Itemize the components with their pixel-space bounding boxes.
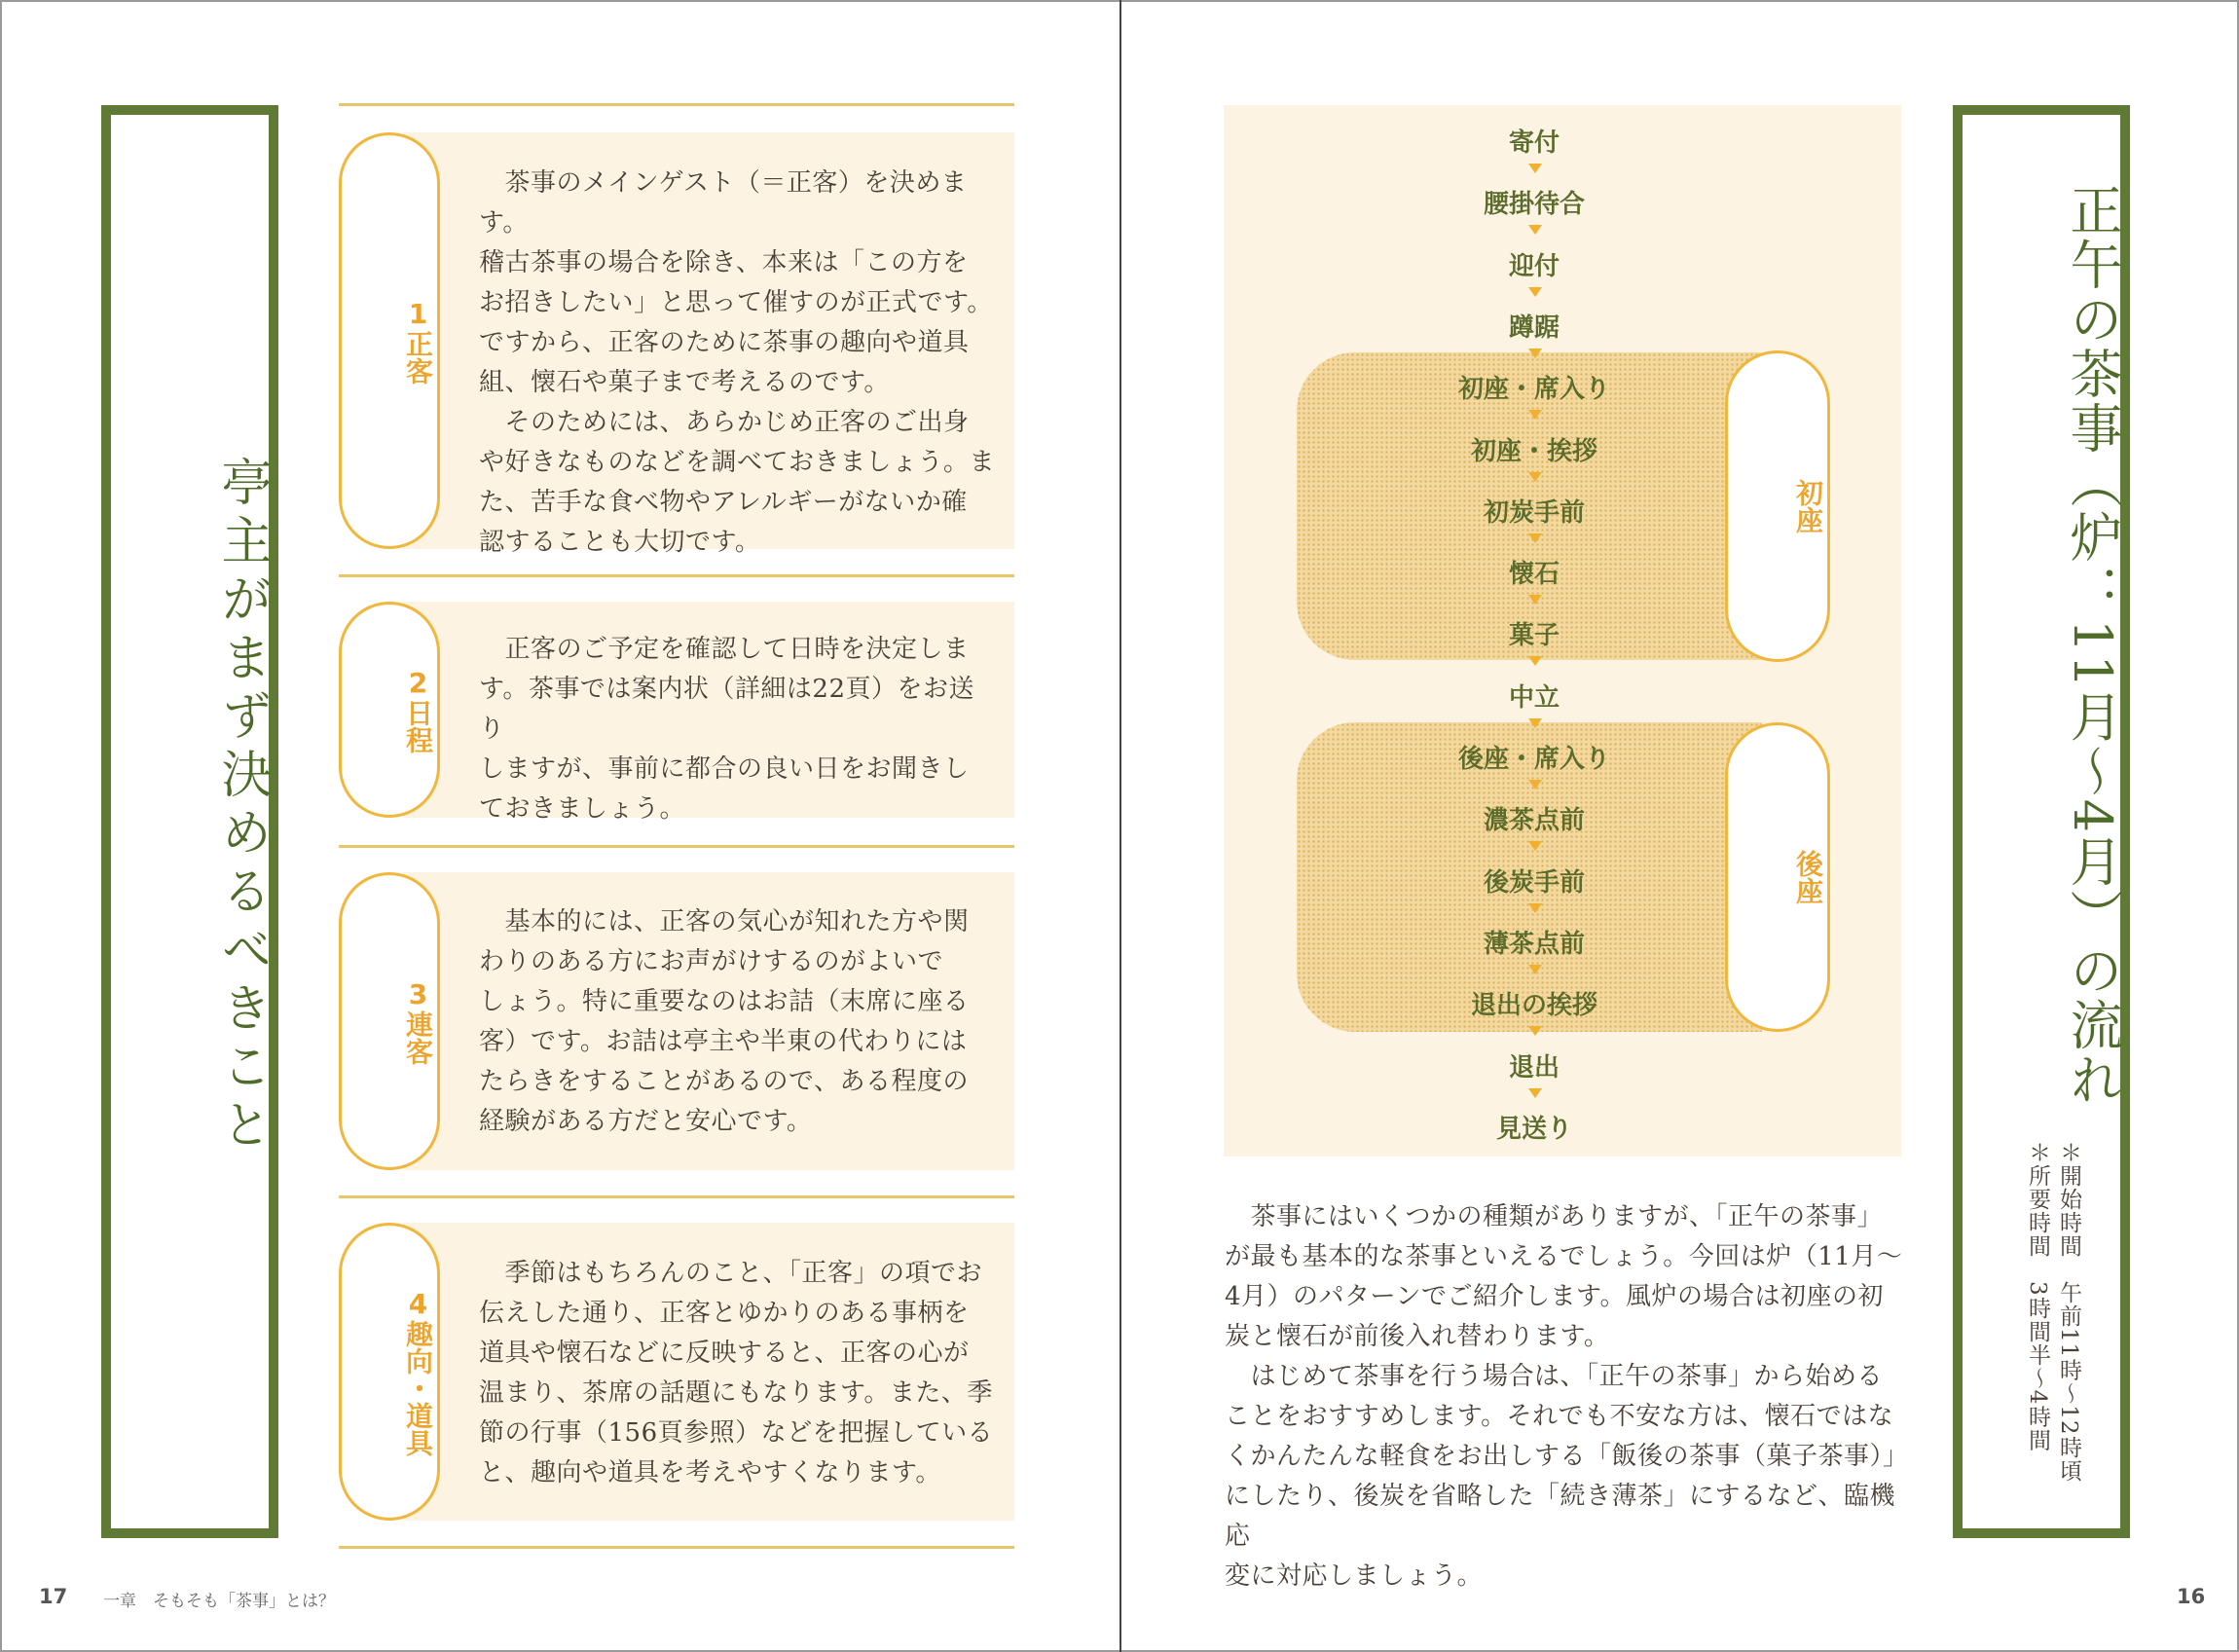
- flow-arrow: [1528, 287, 1542, 297]
- goza-label: 後座: [1792, 850, 1824, 904]
- flow-step: 迎付: [1508, 251, 1560, 281]
- topic-3-pill: [339, 872, 440, 1170]
- rule-line: [339, 574, 1014, 577]
- flow-step: 初座・席入り: [1457, 375, 1610, 405]
- shoza-label: 初座: [1792, 479, 1824, 533]
- flow-step: 濃茶点前: [1483, 806, 1585, 836]
- topic-3-number: 3: [402, 977, 434, 1010]
- topic-1-number: 1: [402, 297, 434, 330]
- flow-arrow: [1528, 164, 1542, 173]
- flow-arrow: [1528, 595, 1542, 605]
- flow-arrow: [1528, 965, 1542, 974]
- flow-step: 中立: [1508, 682, 1560, 713]
- topic-1-name: 正客: [402, 329, 434, 385]
- rule-line: [339, 103, 1014, 106]
- flow-step: 腰掛待合: [1483, 190, 1585, 220]
- topic-4-name: 趣向・道具: [402, 1319, 434, 1456]
- flow-step: 後炭手前: [1483, 867, 1585, 898]
- left-page-title: 亭主がまず決めるべきこと: [212, 456, 271, 1156]
- flow-step: 懐石: [1508, 560, 1560, 590]
- right-page-title: 正午の茶事（炉：11月〜4月）の流れ: [2062, 183, 2123, 1108]
- flow-arrow: [1528, 656, 1542, 666]
- flow-step: 退出: [1508, 1052, 1560, 1083]
- flow-step: 退出の挨拶: [1470, 991, 1597, 1021]
- flow-arrow: [1528, 472, 1542, 482]
- duration-note: ＊所要時間 3時間半〜4時間: [2025, 1141, 2050, 1452]
- topic-4-text: 季節はもちろんのこと、「正客」の項でお 伝えした通り、正客とゆかりのある事柄を 道具や懐石などに反映すると、正客の心が 温まり、茶席の話題にもなります。また、季 節の行事（156頁参照）などを把握している と、趣向や道具を考えやすくなります。: [479, 1259, 994, 1487]
- flow-step: 菓子: [1508, 621, 1560, 651]
- flow-step: 薄茶点前: [1483, 929, 1585, 959]
- flow-arrow: [1528, 349, 1542, 358]
- topic-2-pill: [339, 602, 440, 818]
- flow-step: 後座・席入り: [1457, 745, 1610, 774]
- flow-arrow: [1528, 410, 1542, 420]
- flow-arrow: [1528, 1026, 1542, 1036]
- flow-arrow: [1528, 841, 1542, 851]
- topic-4-number: 4: [402, 1287, 434, 1320]
- right-body-text: 茶事にはいくつかの種類がありますが、「正午の茶事」 が最も基本的な茶事といえるでしょう。今回は炉（11月〜 4月）のパターンでご紹介します。風炉の場合は初座の初 炭と懐石が前後入れ替わります。 はじめて茶事を行う場合は、「正午の茶事」から始める ことをおすすめします。それでも不安な方は、懐石ではな くかんたんな軽食をお出しする「飯後の茶事（菓子茶事）」 にしたり、後炭を省略した「続き薄茶」にするなど、臨機応 変に対応しましょう。: [1225, 1202, 1909, 1591]
- rule-line: [339, 1195, 1014, 1198]
- flow-arrow: [1528, 780, 1542, 789]
- topic-2-number: 2: [402, 666, 434, 699]
- chapter-footer: 一章 そもそも「茶事」とは？: [103, 1592, 335, 1611]
- flow-arrow: [1528, 718, 1542, 728]
- flow-arrow: [1528, 903, 1542, 913]
- flow-arrow: [1528, 533, 1542, 543]
- left-page-number: 17: [39, 1585, 68, 1608]
- topic-1-text: 茶事のメインゲスト（＝正客）を決めます。 稽古茶事の場合を除き、本来は「この方を お招きしたい」と思って催すのが正式です。 ですから、正客のために茶事の趣向や道具 組、懐石や菓子まで考えるのです。 そのためには、あらかじめ正客のご出身 や好きなものなどを調べておきましょう。ま た、苦手な食べ物やアレルギーがないか確 認することも大切です。: [479, 168, 996, 557]
- topic-3-name: 連客: [402, 1010, 434, 1065]
- flow-arrow: [1528, 1088, 1542, 1098]
- topic-3-text: 基本的には、正客の気心が知れた方や関 わりのある方にお声がけするのがよいで しょう。特に重要なのはお詰（末席に座る 客）です。お詰は亭主や半東の代わりには たらきをすることがあるので、ある程度の 経験がある方だと安心です。: [479, 907, 970, 1136]
- goza-pill: [1725, 722, 1830, 1032]
- rule-line: [339, 1546, 1014, 1549]
- start-time-note: ＊開始時間 午前11時〜12時頃: [2056, 1141, 2081, 1483]
- flow-arrow: [1528, 225, 1542, 235]
- shoza-pill: [1725, 350, 1830, 662]
- right-page-number: 16: [2177, 1585, 2206, 1608]
- left-title-box: [101, 105, 278, 1538]
- flow-step: 見送り: [1495, 1114, 1572, 1144]
- flow-step: 寄付: [1508, 128, 1560, 158]
- flow-step: 初炭手前: [1483, 497, 1585, 528]
- flow-step: 蹲踞: [1508, 312, 1560, 343]
- topic-2-name: 日程: [402, 698, 434, 753]
- spine-gutter: [1120, 0, 1121, 1652]
- flow-step: 初座・挨拶: [1470, 436, 1597, 466]
- topic-2-text: 正客のご予定を確認して日時を決定しま す。茶事では案内状（詳細は22頁）をお送り しますが、事前に都合の良い日をお聞きし ておきましょう。: [479, 635, 975, 824]
- topic-1-pill: [339, 132, 440, 549]
- topic-4-pill: [339, 1223, 440, 1521]
- rule-line: [339, 845, 1014, 848]
